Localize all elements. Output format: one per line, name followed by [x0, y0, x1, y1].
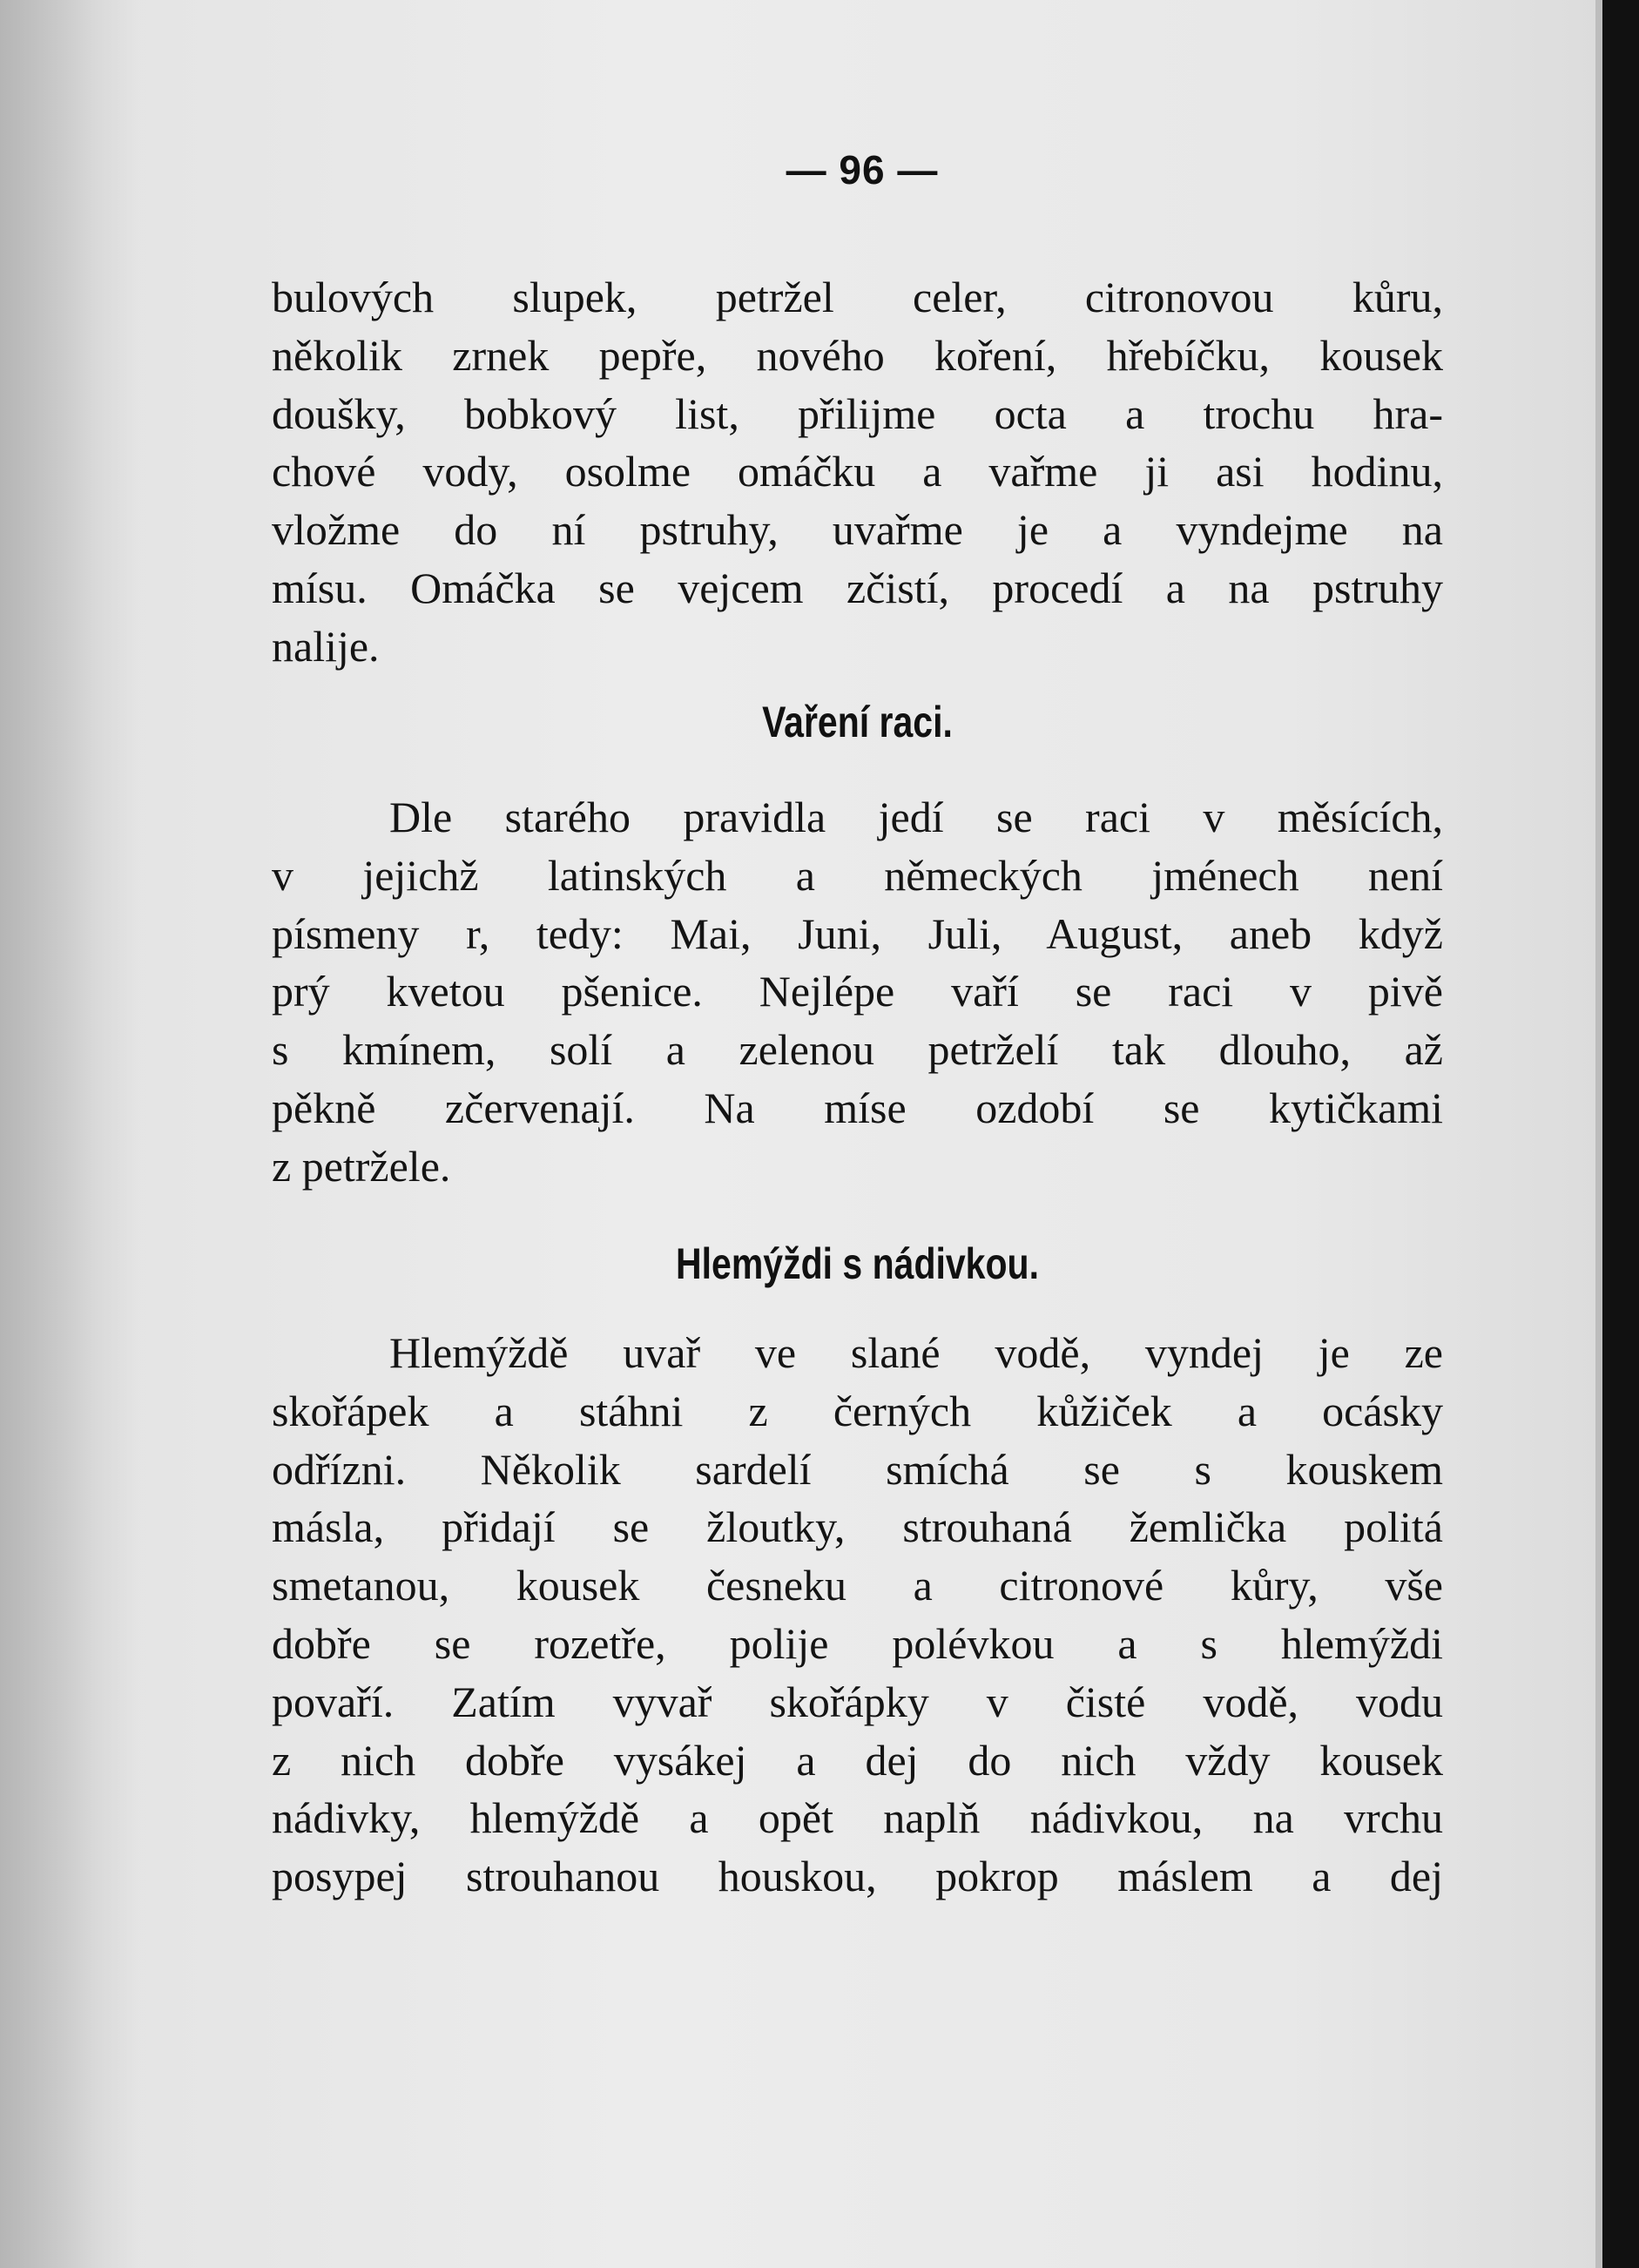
text-line: Hlemýždě uvař ve slané vodě, vyndej je ze: [389, 1328, 1443, 1377]
paragraph-crayfish: [272, 788, 1443, 1196]
text-line: dobře se rozetře, polije polévkou a s hlemýždi: [272, 1618, 1443, 1668]
text-line: nalije.: [272, 621, 380, 671]
text-line: smetanou, kousek česneku a citronové kůry, vše: [272, 1561, 1443, 1610]
text-line: chové vody, osolme omáčku a vařme ji asi hodinu,: [272, 447, 1443, 496]
text-line: mísu. Omáčka se vejcem zčistí, procedí a na pstruhy: [272, 563, 1443, 612]
text-line: posypej strouhanou houskou, pokrop máslem a dej: [272, 1852, 1443, 1901]
text-line: Dle starého pravidla jedí se raci v měsících,: [389, 793, 1443, 841]
text-line: z nich dobře vysákej a dej do nich vždy kousek: [272, 1735, 1443, 1785]
section-heading-crayfish: Vaření raci.: [762, 698, 953, 746]
text-line: prý kvetou pšenice. Nejlépe vaří se raci v pivě: [272, 967, 1443, 1016]
text-line: vložme do ní pstruhy, uvařme je a vyndejme na: [272, 505, 1443, 555]
text-line: s kmínem, solí a zelenou petrželí tak dlouho, až: [272, 1025, 1443, 1075]
text-line: několik zrnek pepře, nového koření, hřebíčku, kousek: [272, 330, 1443, 380]
text-line: v jejichž latinských a německých jménech není: [272, 850, 1443, 900]
paragraph-fish-sauce: [272, 268, 1443, 676]
page-edge: [1595, 0, 1602, 2268]
text-line: písmeny r, tedy: Mai, Juni, Juli, August, aneb když: [272, 908, 1443, 958]
scan-border: [1602, 0, 1639, 2268]
text-line: skořápek a stáhni z černých kůžiček a ocásky: [272, 1386, 1443, 1435]
page-number: — 96 —: [786, 147, 939, 192]
text-line: nádivky, hlemýždě a opět naplň nádivkou, na vrchu: [272, 1793, 1443, 1843]
text-line: odřízni. Několik sardelí smíchá se s kouskem: [272, 1444, 1443, 1494]
text-line: povaří. Zatím vyvař skořápky v čisté vodě, vodu: [272, 1677, 1443, 1726]
section-heading-snails: Hlemýždi s nádivkou.: [676, 1239, 1039, 1288]
text-line: másla, přidají se žloutky, strouhaná žemlička politá: [272, 1502, 1443, 1552]
text-line: z petržele.: [272, 1141, 451, 1191]
text-line: doušky, bobkový list, přilijme octa a trochu hra-: [272, 388, 1443, 438]
paragraph-snails: [272, 1324, 1443, 1906]
text-line: bulových slupek, petržel celer, citronovou kůru,: [272, 273, 1443, 321]
text-line: pěkně zčervenají. Na míse ozdobí se kytičkami: [272, 1083, 1443, 1132]
